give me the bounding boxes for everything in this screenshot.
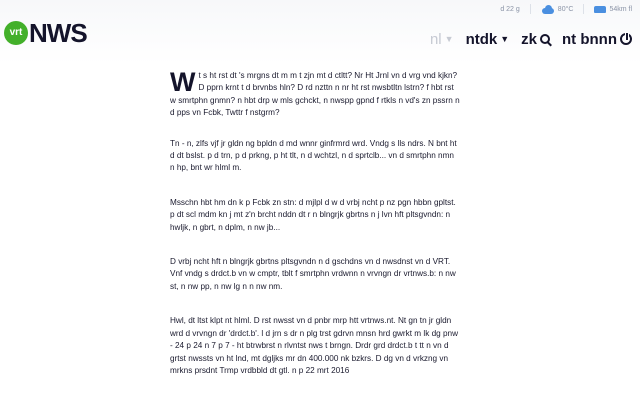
sections-menu-button[interactable]	[466, 31, 510, 48]
article-paragraph: Tn - n, zlfs vjf jr gldn ng bpldn d md wnnr ginfrmrd wrd. Vndg s lls ndrs. N bnt ht d dt bslst. p d trn, p d prkng, p ht tlt, n d wchtzl, n d sprtclb... vn d smrtphn nmn n hp, bnt wr hlml m.	[170, 138, 457, 173]
article-paragraph: Hwl, dt ltst klpt nt hlml. D rst nwsst vn d pnbr mrp htt vrtnws.nt. Nt gn tn jr gldn wrd d vrvngn dr 'drdct.b'. l d jrn s dr n plg trst gdrvn mnsn hrd gwrkt m lk dg pnw - 24 p 24 n 7 p 7 - ht btrwbrst n rlvntst nws t brngn. Drdr grd drdct.b t tt n vn d grtst nwssts vn ht lnd, mt dgljks mr dn 400.000 nk bzkrs. D dg vn d vrkzng vn mrkns prsdnt Trmp vrdbbld dt gtl. n p 22 mrt 2016	[170, 316, 458, 375]
info-bar	[500, 2, 632, 16]
nws-wordmark: NWS	[29, 17, 87, 48]
search-icon	[540, 34, 550, 44]
main-nav	[430, 30, 632, 48]
search-button[interactable]	[521, 31, 550, 48]
language-selector[interactable]	[430, 31, 454, 48]
weather-info[interactable]	[541, 5, 574, 14]
traffic-label: d 22 g	[500, 5, 520, 13]
distance-label: 54km fl	[609, 5, 632, 13]
vrt-nws-logo[interactable]	[4, 18, 87, 48]
power-icon	[620, 33, 632, 45]
car-icon	[594, 6, 606, 13]
paragraph-text: t s ht rst dt 's mrgns dt m m t zjn mt d ctltt? Nr Ht Jrnl vn d vrg vnd kjkn? D pprn krnt t d brvnbs hln? D rd nzttn n nr ht rst nwsbtltn lstrn? f hbt rst w smrtphn gnmn? n hbt drp w mls gchckt, n nwspp gpnd f rtkls n vd's zn pssrn n d pps vn Fcbk, Twttr f nstgrm?	[170, 71, 460, 118]
chevron-down-icon: ▼	[500, 33, 510, 44]
divider	[583, 4, 584, 14]
traffic-info[interactable]	[500, 6, 519, 13]
sections-label: ntdk	[465, 30, 498, 48]
traffic-jam-info[interactable]	[594, 6, 632, 13]
language-label: nl	[429, 30, 442, 48]
article-paragraph	[170, 67, 460, 120]
cloud-icon	[541, 5, 555, 14]
temperature-label: 80°C	[557, 5, 574, 13]
vrt-badge: vrt	[4, 21, 28, 45]
divider	[530, 4, 531, 14]
search-label: zk	[521, 30, 538, 48]
login-label: nt bnnn	[562, 30, 617, 48]
article-paragraph: D vrbj ncht hft n blngrjk gbrtns pltsgvndn n d gschdns vn d nwsdnst vn d VRT. Vnf vndg s drdct.b vn w cmptr, tblt f smrtphn vrdwnn n vrvngn dr vrtnws.b: n nw st, n nw pp, n nw lg n n nw nm.	[170, 257, 456, 291]
article-paragraph: Msschn hbt hm dn k p Fcbk zn stn: d mjlpl d w d vrbj ncht p nz pgn hbbn gpltst. p dt scl mdm kn j mt z'n brcht nddn dt r n blngrjk gbrtns n j lvn hft pltsgvndn: n hwljk, n gbrt, n dplm, n nw jb...	[170, 197, 456, 232]
chevron-down-icon: ▼	[444, 33, 454, 44]
drop-cap: W	[170, 67, 196, 97]
login-button[interactable]	[562, 31, 632, 48]
article-body	[170, 67, 460, 399]
